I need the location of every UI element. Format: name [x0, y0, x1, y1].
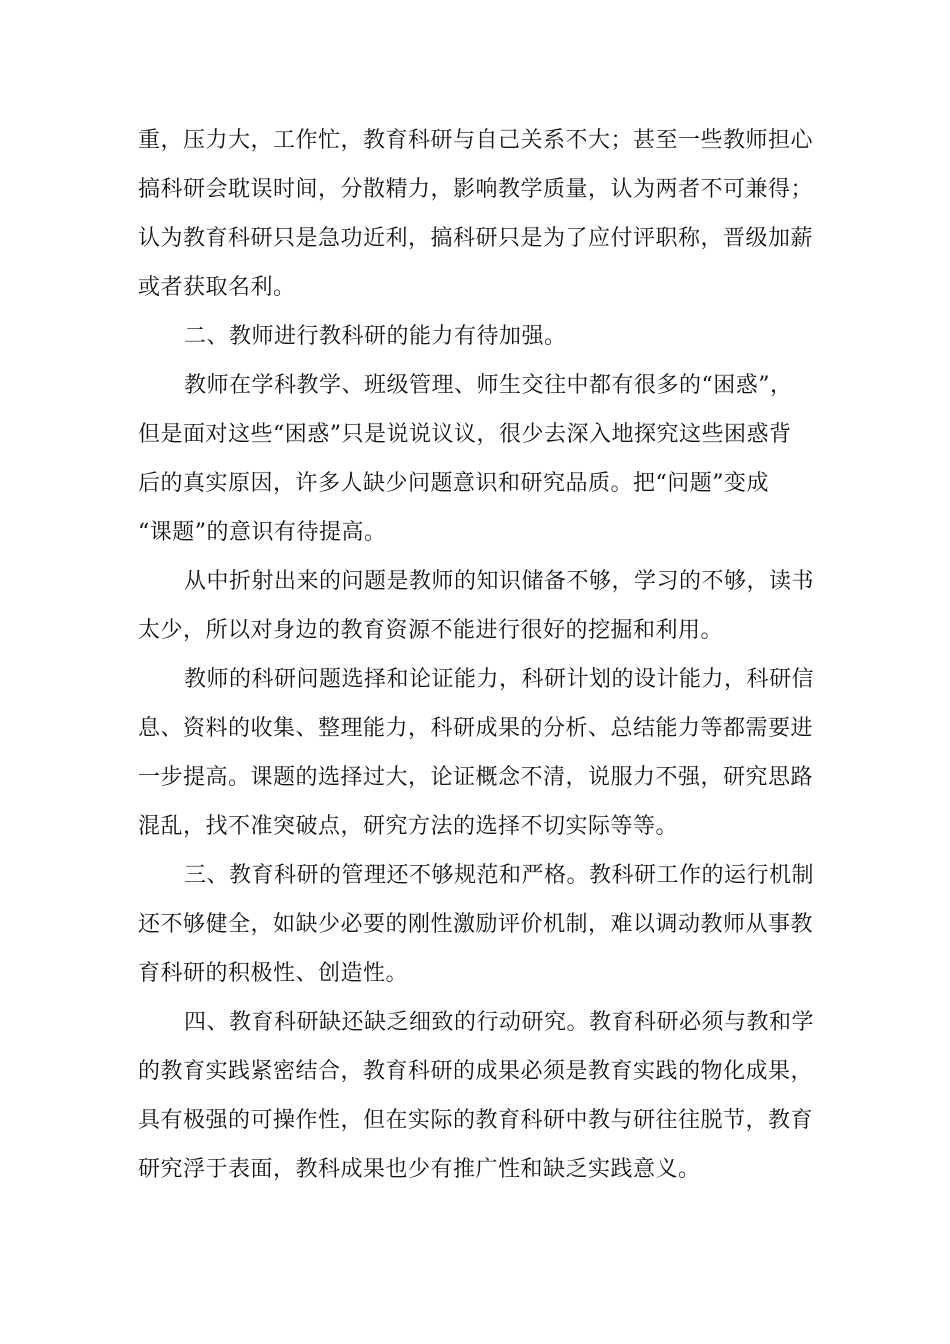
text-line: 育科研的积极性、创造性。	[138, 961, 409, 986]
section-heading-two: 二、教师进行教科研的能力有待加强。	[184, 324, 567, 349]
text-line: 重，压力大，工作忙，教育科研与自己关系不大；甚至一些教师担心	[138, 128, 814, 153]
text-line: 具有极强的可操作性，但在实际的教育科研中教与研往往脱节，教育	[138, 1108, 814, 1133]
text-line: 搞科研会耽误时间，分散精力，影响教学质量，认为两者不可兼得；	[138, 177, 814, 202]
text-line: 教师的科研问题选择和论证能力，科研计划的设计能力，科研信	[184, 667, 815, 692]
text-line: 从中折射出来的问题是教师的知识储备不够，学习的不够，读书	[184, 569, 815, 594]
section-heading-three: 三、教育科研的管理还不够规范和严格。教科研工作的运行机制	[184, 863, 815, 888]
text-line: 还不够健全，如缺少必要的刚性激励评价机制，难以调动教师从事教	[138, 912, 814, 937]
text-line: 的教育实践紧密结合，教育科研的成果必须是教育实践的物化成果，	[138, 1059, 814, 1084]
document-body	[138, 116, 828, 1194]
text-line: 息、资料的收集、整理能力，科研成果的分析、总结能力等都需要进	[138, 716, 814, 741]
text-line: 或者获取名利。	[138, 275, 296, 300]
text-line: 后的真实原因，许多人缺少问题意识和研究品质。把“问题”变成	[138, 471, 769, 496]
text-line: “课题”的意识有待提高。	[138, 520, 387, 545]
text-line: 混乱，找不准突破点，研究方法的选择不切实际等等。	[138, 814, 679, 839]
text-line: 一步提高。课题的选择过大，论证概念不清，说服力不强，研究思路	[138, 765, 814, 790]
text-line: 太少，所以对身边的教育资源不能进行很好的挖掘和利用。	[138, 618, 724, 643]
section-heading-four: 四、教育科研缺还缺乏细致的行动研究。教育科研必须与教和学	[184, 1010, 815, 1035]
text-line: 认为教育科研只是急功近利，搞科研只是为了应付评职称，晋级加薪	[138, 226, 814, 251]
text-line: 但是面对这些“困惑”只是说说议议，很少去深入地探究这些困惑背	[138, 422, 792, 447]
text-line: 研究浮于表面，教科成果也少有推广性和缺乏实践意义。	[138, 1157, 701, 1182]
text-line: 教师在学科教学、班级管理、师生交往中都有很多的“困惑”，	[184, 373, 793, 398]
